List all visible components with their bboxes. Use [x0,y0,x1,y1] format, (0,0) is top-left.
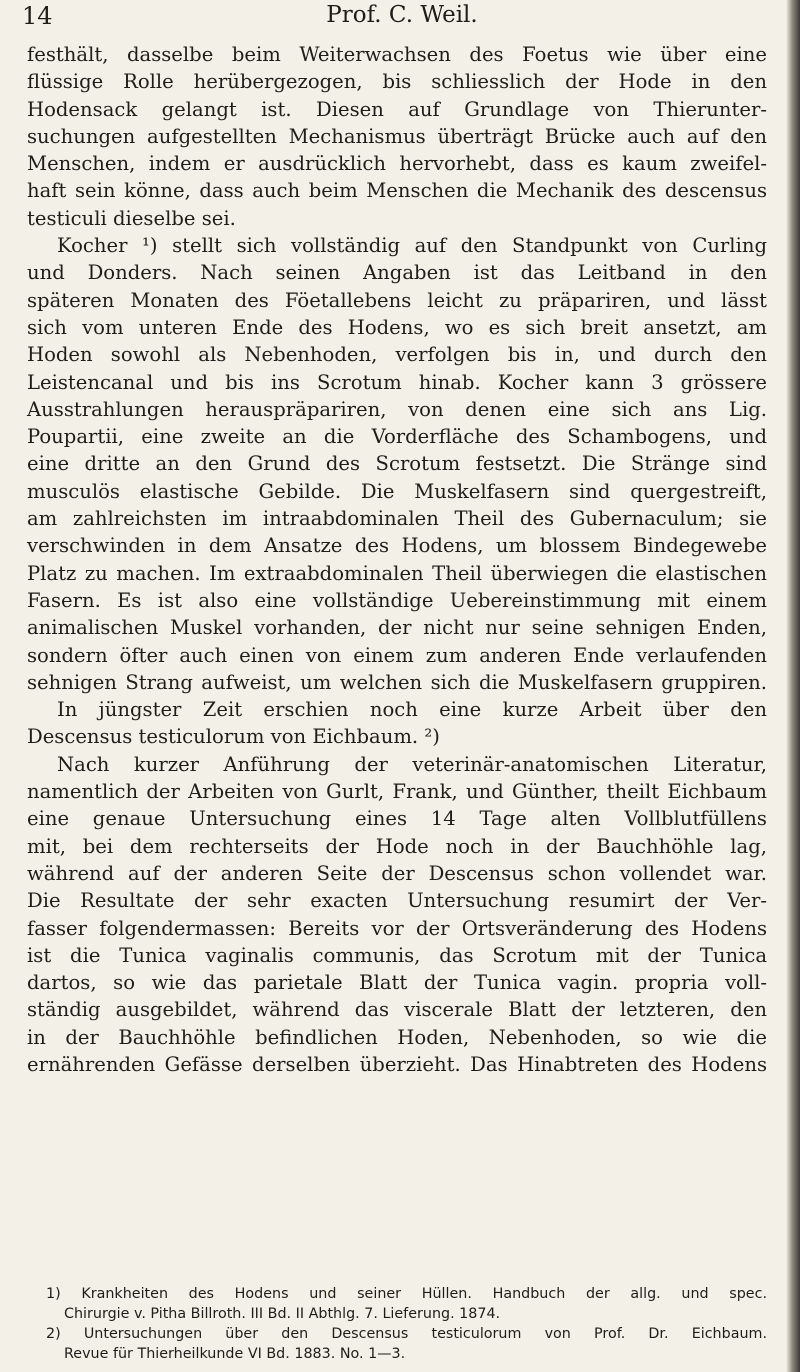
text-line: festhält, dasselbe beim Weiterwachsen des Foetus wie über eine [27,43,767,66]
page-number: 14 [22,2,53,30]
page-edge-shadow [786,0,800,1372]
text-line: musculös elastische Gebilde. Die Muskelfasern sind quergestreift, [27,479,767,503]
text-line: eine genaue Untersuchung eines 14 Tage alten Vollblutfüllens [27,807,767,831]
text-line: testiculi dieselbe sei. [27,206,236,230]
footnote-2: 2) Untersuchungen über den Descensus testiculorum von Prof. Dr. Eichbaum. [46,1326,767,1342]
text-line: eine dritte an den Grund des Scrotum festsetzt. Die Stränge sind [27,452,767,476]
text-line: mit, bei dem rechterseits der Hode noch in der Bauchhöhle lag, [27,834,767,858]
text-line: ist die Tunica vaginalis communis, das Scrotum mit der Tunica [27,943,767,967]
text-line: während auf der anderen Seite der Descensus schon vollendet war. [27,861,767,885]
footnote-1-continued: Chirurgie v. Pitha Billroth. III Bd. II Abthlg. 7. Lieferung. 1874. [64,1306,501,1322]
body-text [27,41,767,1078]
text-line: Fasern. Es ist also eine vollständige Uebereinstimmung mit einem [27,588,767,612]
footnotes [46,1284,767,1364]
text-line: haft sein könne, dass auch beim Menschen die Mechanik des descensus [27,179,767,203]
page-header [22,2,782,38]
text-line: Poupartii, eine zweite an die Vorderfläche des Schambogens, und [27,425,767,449]
text-line: suchungen aufgestellten Mechanismus überträgt Brücke auch auf den [27,124,767,148]
footnote-1: 1) Krankheiten des Hodens und seiner Hüllen. Handbuch der allg. und spec. [46,1286,767,1302]
text-line: verschwinden in dem Ansatze des Hodens, um blossem Bindegewebe [27,534,767,558]
text-line: Kocher ¹) stellt sich vollständig auf den Standpunkt von Curling [57,234,767,258]
text-line: sondern öfter auch einen von einem zum anderen Ende verlaufenden [27,643,767,667]
text-line: und Donders. Nach seinen Angaben ist das Leitband in den [27,261,767,285]
text-line: sehnigen Strang aufweist, um welchen sich die Muskelfasern gruppiren. [27,670,767,694]
text-line: Nach kurzer Anführung der veterinär-anatomischen Literatur, [57,752,767,776]
running-head: Prof. C. Weil. [326,2,478,28]
text-line: animalischen Muskel vorhanden, der nicht nur seine sehnigen Enden, [27,616,767,640]
text-line: Platz zu machen. Im extraabdominalen Theil überwiegen die elastischen [27,561,767,585]
text-line: Ausstrahlungen herauspräpariren, von denen eine sich ans Lig. [27,397,767,421]
text-line: Hoden sowohl als Nebenhoden, verfolgen bis in, und durch den [27,343,767,367]
footnote-2-continued: Revue für Thierheilkunde VI Bd. 1883. No. 1—3. [64,1346,406,1362]
text-line: In jüngster Zeit erschien noch eine kurze Arbeit über den [57,698,767,722]
text-line: flüssige Rolle herübergezogen, bis schliesslich der Hode in den [27,70,767,94]
text-line: am zahlreichsten im intraabdominalen Theil des Gubernaculum; sie [27,507,767,531]
text-line: Descensus testiculorum von Eichbaum. ²) [27,725,440,749]
text-line: fasser folgendermassen: Bereits vor der Ortsveränderung des Hodens [27,916,767,940]
text-line: Menschen, indem er ausdrücklich hervorhebt, dass es kaum zweifel- [27,152,767,176]
text-line: späteren Monaten des Föetallebens leicht zu präpariren, und lässt [27,288,767,312]
text-line: sich vom unteren Ende des Hodens, wo es sich breit ansetzt, am [27,315,767,339]
text-line: Leistencanal und bis ins Scrotum hinab. Kocher kann 3 grössere [27,370,767,394]
text-line: namentlich der Arbeiten von Gurlt, Frank, und Günther, theilt Eichbaum [27,780,767,804]
text-line: Die Resultate der sehr exacten Untersuchung resumirt der Ver- [27,889,767,913]
text-line: in der Bauchhöhle befindlichen Hoden, Nebenhoden, so wie die [27,1025,767,1049]
text-line: Hodensack gelangt ist. Diesen auf Grundlage von Thierunter- [27,97,767,121]
text-line: ernährenden Gefässe derselben überzieht. Das Hinabtreten des Hodens [27,1052,767,1076]
text-line: dartos, so wie das parietale Blatt der Tunica vagin. propria voll- [27,971,767,995]
text-line: ständig ausgebildet, während das viscerale Blatt der letzteren, den [27,998,767,1022]
